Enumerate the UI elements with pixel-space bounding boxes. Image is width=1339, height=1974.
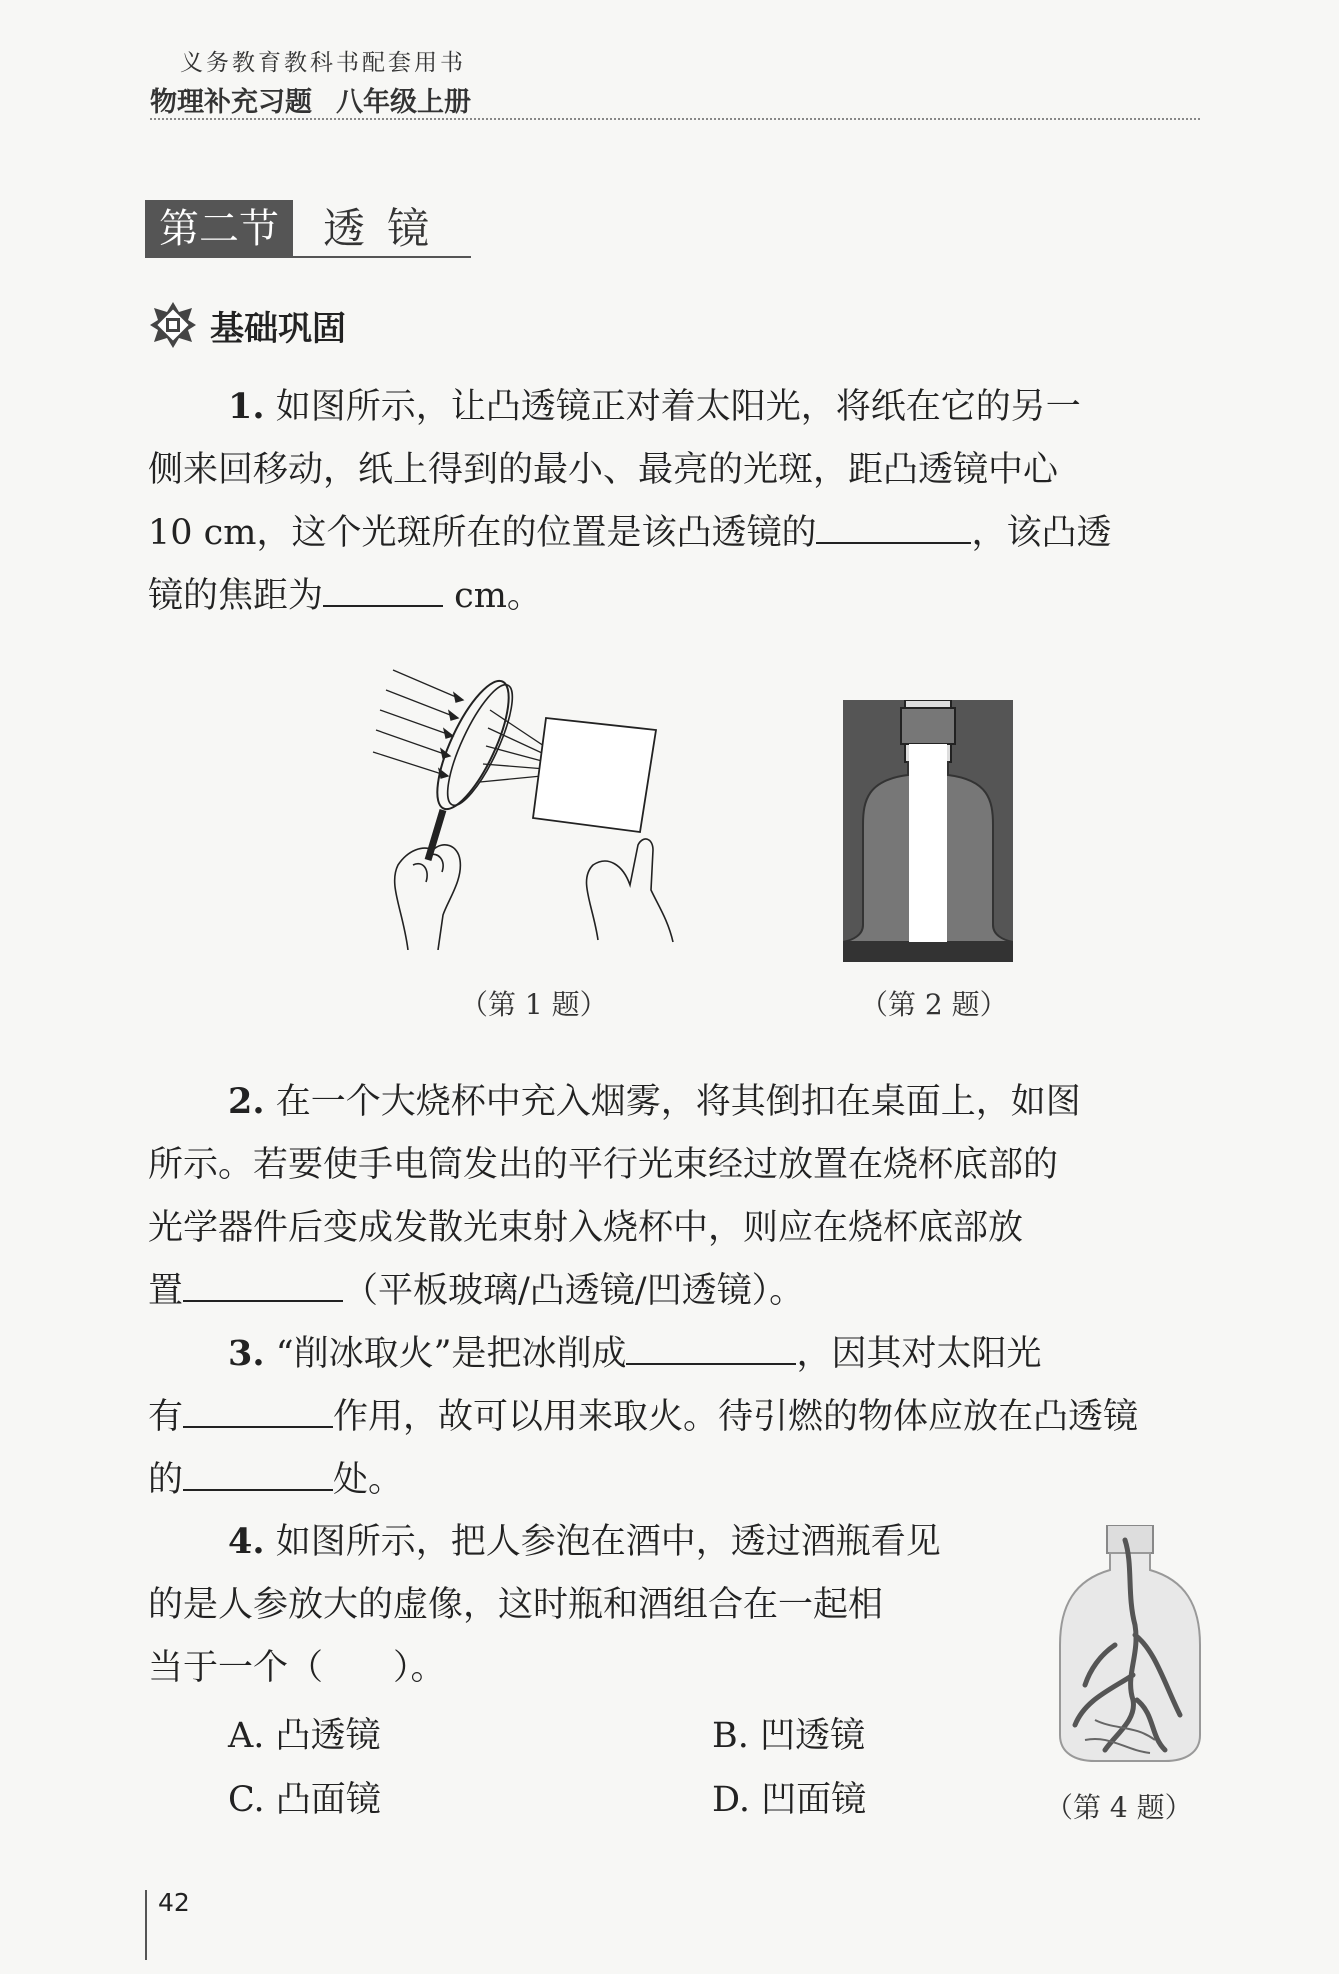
left-hand [395, 845, 461, 950]
question-4 [148, 1510, 1028, 1700]
figure-1-caption: （第 1 题） [460, 988, 608, 1021]
figure-4-caption: （第 4 题） [1045, 1791, 1193, 1824]
answer-blank[interactable] [323, 571, 443, 607]
answer-blank[interactable] [816, 508, 971, 544]
q1-text: 侧来回移动，纸上得到的最小、最亮的光斑，距凸透镜中心 [148, 450, 1059, 490]
book-header [150, 80, 471, 119]
question-2 [148, 1070, 1208, 1323]
q2-text: （平板玻璃/凸透镜/凹透镜）。 [343, 1271, 805, 1311]
q1-text: 镜的焦距为 [148, 576, 324, 616]
answer-blank[interactable] [183, 1266, 343, 1302]
section-title: 透镜 [293, 202, 471, 258]
answer-blank[interactable] [183, 1392, 333, 1428]
q1-text: 10 cm，这个光斑所在的位置是该凸透镜的 [148, 513, 817, 553]
q3-text: “削冰取火”是把冰削成 [275, 1334, 627, 1374]
q2-text: 在一个大烧杯中充入烟雾，将其倒扣在桌面上，如图 [275, 1082, 1081, 1122]
question-1 [148, 375, 1208, 628]
subsection-heading [148, 300, 346, 350]
lens [423, 672, 522, 817]
light-beam [909, 744, 947, 942]
section-heading [145, 200, 471, 258]
q1-number: 1. [228, 386, 265, 427]
page-number-rule [145, 1890, 147, 1960]
q4-text: 当于一个（ ）。 [148, 1648, 446, 1688]
q4-text: 的是人参放大的虚像，这时瓶和酒组合在一起相 [148, 1585, 884, 1625]
q3-text: 处。 [333, 1460, 404, 1500]
q3-text: 作用，故可以用来取火。待引燃的物体应放在凸透镜 [333, 1397, 1139, 1437]
q3-text: ，因其对太阳光 [796, 1334, 1042, 1374]
grade-label: 八年级上册 [336, 87, 471, 118]
subsection-label: 基础巩固 [210, 308, 346, 349]
q3-text: 有 [148, 1397, 184, 1437]
paper-sheet [533, 718, 656, 832]
option-a[interactable]: A. 凸透镜 [228, 1716, 381, 1756]
figure-1-lens-sunlight [368, 660, 688, 950]
figure-2-smoke-beaker [843, 700, 1013, 962]
q2-text: 光学器件后变成发散光束射入烧杯中，则应在烧杯底部放 [148, 1208, 1024, 1248]
option-d[interactable]: D. 凹面镜 [712, 1780, 867, 1820]
q4-number: 4. [228, 1521, 265, 1562]
header-divider [150, 118, 1200, 120]
book-title: 物理补充习题 [150, 87, 312, 118]
diamond-star-icon [148, 300, 198, 350]
q2-text: 所示。若要使手电筒发出的平行光束经过放置在烧杯底部的 [148, 1145, 1059, 1185]
q3-number: 3. [228, 1333, 265, 1374]
section-number: 第二节 [145, 200, 293, 258]
q1-text: ，该凸透 [971, 513, 1112, 553]
q4-text: 如图所示，把人参泡在酒中，透过酒瓶看见 [275, 1522, 941, 1562]
page-number: 42 [158, 1888, 190, 1917]
q2-text: 置 [148, 1271, 184, 1311]
answer-blank[interactable] [183, 1455, 333, 1491]
figure-2-caption: （第 2 题） [860, 988, 1008, 1021]
q1-text: cm。 [443, 576, 542, 616]
q1-text: 如图所示，让凸透镜正对着太阳光，将纸在它的另一 [275, 387, 1081, 427]
option-b[interactable]: B. 凹透镜 [712, 1716, 865, 1756]
answer-blank[interactable] [626, 1329, 796, 1365]
figure-4-ginseng-bottle [1055, 1525, 1205, 1765]
option-c[interactable]: C. 凸面镜 [228, 1780, 381, 1820]
question-3 [148, 1322, 1208, 1512]
right-hand [587, 839, 673, 942]
table-surface [843, 942, 1013, 962]
series-header: 义务教育教科书配套用书 [180, 50, 466, 76]
q3-text: 的 [148, 1460, 184, 1500]
q2-number: 2. [228, 1081, 265, 1122]
